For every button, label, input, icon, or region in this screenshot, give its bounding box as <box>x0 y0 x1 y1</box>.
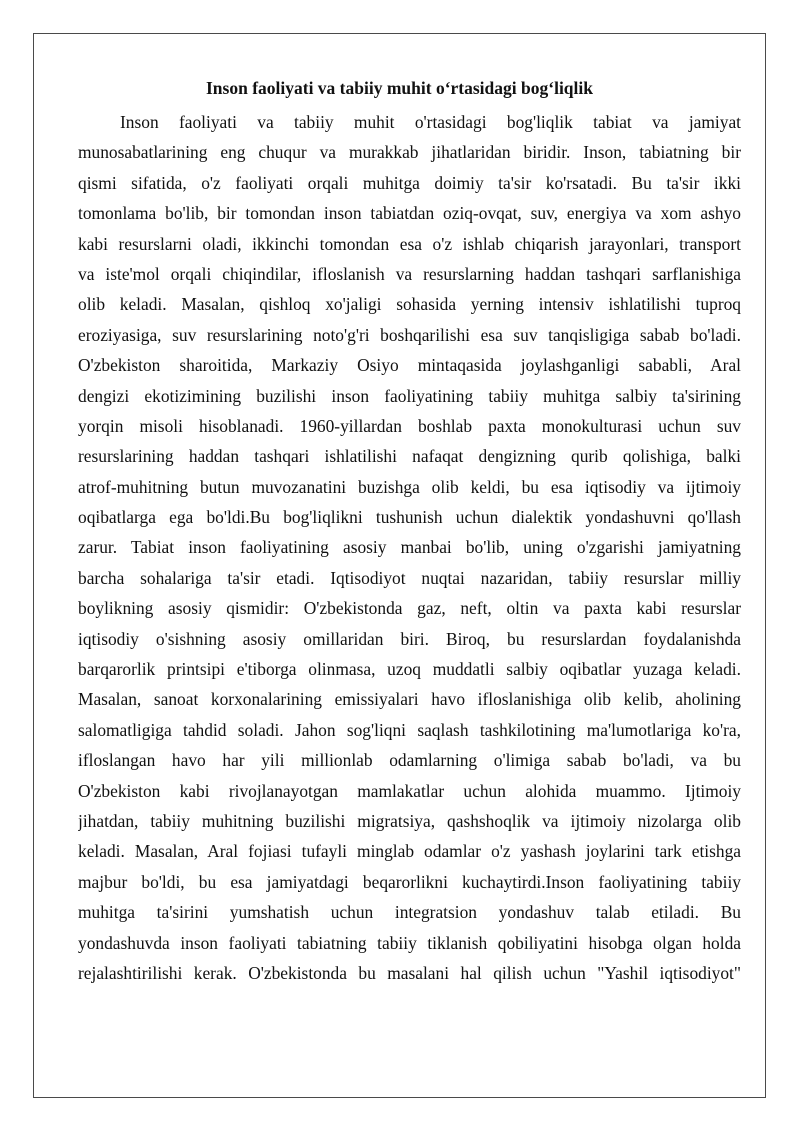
text-line: muhitga ta'sirini yumshatish uchun integratsion yondashuv talab etiladi. Bu <box>78 902 741 923</box>
text-line: munosabatlarining eng chuqur va murakkab jihatlaridan biridir. Inson, tabiatning bir <box>78 142 741 163</box>
text-line: O'zbekiston kabi rivojlanayotgan mamlakatlar uchun alohida muammo. Ijtimoiy <box>78 780 741 801</box>
text-line: resurslarining haddan tashqari ishlatilishi nafaqat dengizning qurib qolishiga, balki <box>78 446 741 467</box>
text-line: ifloslangan havo har yili millionlab odamlarning o'limiga sabab bo'ladi, va bu <box>78 750 741 771</box>
text-line: qismi sifatida, o'z faoliyati orqali muhitga doimiy ta'sir ko'rsatadi. Bu ta'sir ikki <box>78 172 741 193</box>
text-line: keladi. Masalan, Aral fojiasi tufayli minglab odamlar o'z yashash joylarini tark etishga <box>78 841 741 862</box>
text-line: va iste'mol orqali chiqindilar, ifloslanish va resurslarning haddan tashqari sarflanishiga <box>78 263 741 284</box>
text-line: Masalan, sanoat korxonalarining emissiyalari havo ifloslanishiga olib kelib, aholining <box>78 689 741 710</box>
text-line: olib keladi. Masalan, qishloq xo'jaligi sohasida yerning intensiv ishlatilishi tuproq <box>78 294 741 315</box>
text-line: iqtisodiy o'sishning asosiy omillaridan biri. Biroq, bu resurslardan foydalanishda <box>78 628 741 649</box>
text-line: salomatligiga tahdid soladi. Jahon sog'liqni saqlash tashkilotining ma'lumotlariga ko'ra, <box>78 719 741 740</box>
text-line: kabi resurslarni oladi, ikkinchi tomondan esa o'z ishlab chiqarish jarayonlari, transport <box>78 233 741 254</box>
text-line: barqarorlik printsipi e'tiborga olinmasa, uzoq muddatli salbiy oqibatlar yuzaga keladi. <box>78 659 741 680</box>
text-line: rejalashtirilishi kerak. O'zbekistonda bu masalani hal qilish uchun "Yashil iqtisodiyot" <box>78 962 741 983</box>
text-line: atrof-muhitning butun muvozanatini buzishga olib keldi, bu esa iqtisodiy va ijtimoiy <box>78 476 741 497</box>
text-line: O'zbekiston sharoitida, Markaziy Osiyo mintaqasida joylashganligi sababli, Aral <box>78 355 741 376</box>
text-line: eroziyasiga, suv resurslarining noto'g'ri boshqarilishi esa suv tanqisligiga sabab bo'ladi. <box>78 324 741 345</box>
text-line: boylikning asosiy qismidir: O'zbekistonda gaz, neft, oltin va paxta kabi resurslar <box>78 598 741 619</box>
text-line: majbur bo'ldi, bu esa jamiyatdagi beqarorlikni kuchaytirdi.Inson faoliyatining tabiiy <box>78 871 741 892</box>
text-line: barcha sohalariga ta'sir etadi. Iqtisodiyot nuqtai nazaridan, tabiiy resurslar milliy <box>78 567 741 588</box>
text-line: dengizi ekotizimining buzilishi inson faoliyatining tabiiy muhitga salbiy ta'sirining <box>78 385 741 406</box>
text-line: yorqin misoli hisoblanadi. 1960-yillardan boshlab paxta monokulturasi uchun suv <box>78 415 741 436</box>
document-title: Inson faoliyati va tabiiy muhit o‘rtasidagi bog‘liqlik <box>205 78 593 98</box>
text-line: tomonlama bo'lib, bir tomondan inson tabiatdan oziq-ovqat, suv, energiya va xom ashyo <box>78 203 741 224</box>
text-line: yondashuvda inson faoliyati tabiatning tabiiy tiklanish qobiliyatini hisobga olgan holda <box>78 932 741 953</box>
text-line: jihatdan, tabiiy muhitning buzilishi migratsiya, qashshoqlik va ijtimoiy nizolarga olib <box>78 810 741 831</box>
text-line: oqibatlarga ega bo'ldi.Bu bog'liqlikni tushunish uchun dialektik yondashuvni qo'llash <box>78 507 741 528</box>
document-body <box>78 107 741 988</box>
text-line: Inson faoliyati va tabiiy muhit o'rtasidagi bog'liqlik tabiat va jamiyat <box>120 112 741 132</box>
text-line: zarur. Tabiat inson faoliyatining asosiy manbai bo'lib, uning o'zgarishi jamiyatning <box>78 537 741 558</box>
